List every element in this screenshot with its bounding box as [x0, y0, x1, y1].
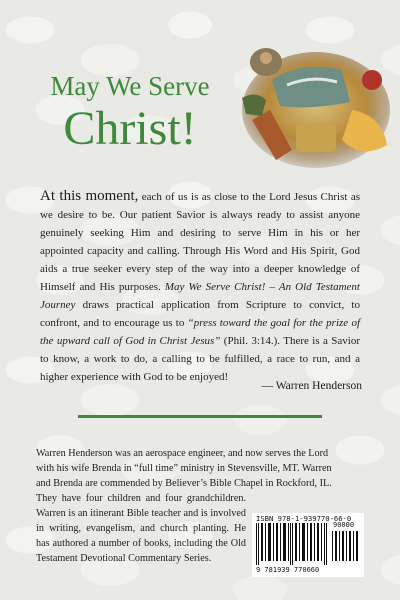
book-title [0, 70, 260, 156]
bio-line-3: and Brenda are commended by Believer’s Bible Chapel in Rockford, IL. [36, 478, 332, 489]
ean-barcode [256, 523, 328, 565]
author-signature: — Warren Henderson [261, 380, 362, 392]
addon-barcode [332, 531, 360, 561]
cover-collage-image [232, 40, 392, 172]
ean-digits: 9 781939 770660 [256, 566, 320, 574]
bio-line-1: Warren Henderson was an aerospace engineer, and now serves the Lord [36, 448, 329, 459]
barcode-box [252, 513, 364, 577]
title-line-2: Christ! [63, 102, 197, 155]
lead-phrase: At this moment, [40, 188, 139, 204]
title-line-1: May We Serve [50, 71, 210, 101]
green-divider [78, 415, 322, 418]
body-text-2: draws practical application from Scripture to convict, to confront, and to encourage us to [40, 299, 360, 329]
price-code: 90000 [333, 521, 355, 529]
description-paragraph [40, 187, 360, 386]
body-text-3: (Phil. 3:14.). There is a Savior to know, a work to do, a calling to be fulfilled, a race to run, and a higher experience with God to be enjoyed! [40, 335, 361, 383]
bio-rest: They have four children and four grandchildren. Warren is an itinerant Bible teacher and is involved in writing, evangelism, and church planting. He has authored a number of books, including the Old Testament Devotional Commentary Series. [36, 493, 246, 564]
isbn-text: ISBN 978-1-939770-66-0 [256, 514, 352, 523]
scripture-quote: “press toward the goal for the prize of the upward call of God in Christ Jesus” [40, 317, 360, 347]
body-text-1: each of us is as close to the Lord Jesus Christ as we desire to be. Our patient Savior is always ready to assist anyone genuinely seeking Him and desiring to serve Him in his or her appointed capacity and calling. Through His Word and His Spirit, God aids a true seeker every step of the way into a deeper knowledge of Himself and His purposes. [40, 191, 360, 293]
bio-line-2: with his wife Brenda in “full time” ministry in Stevensville, MT. Warren [36, 463, 332, 474]
book-title-inline: May We Serve Christ! – An Old Testament Journey [40, 281, 360, 311]
